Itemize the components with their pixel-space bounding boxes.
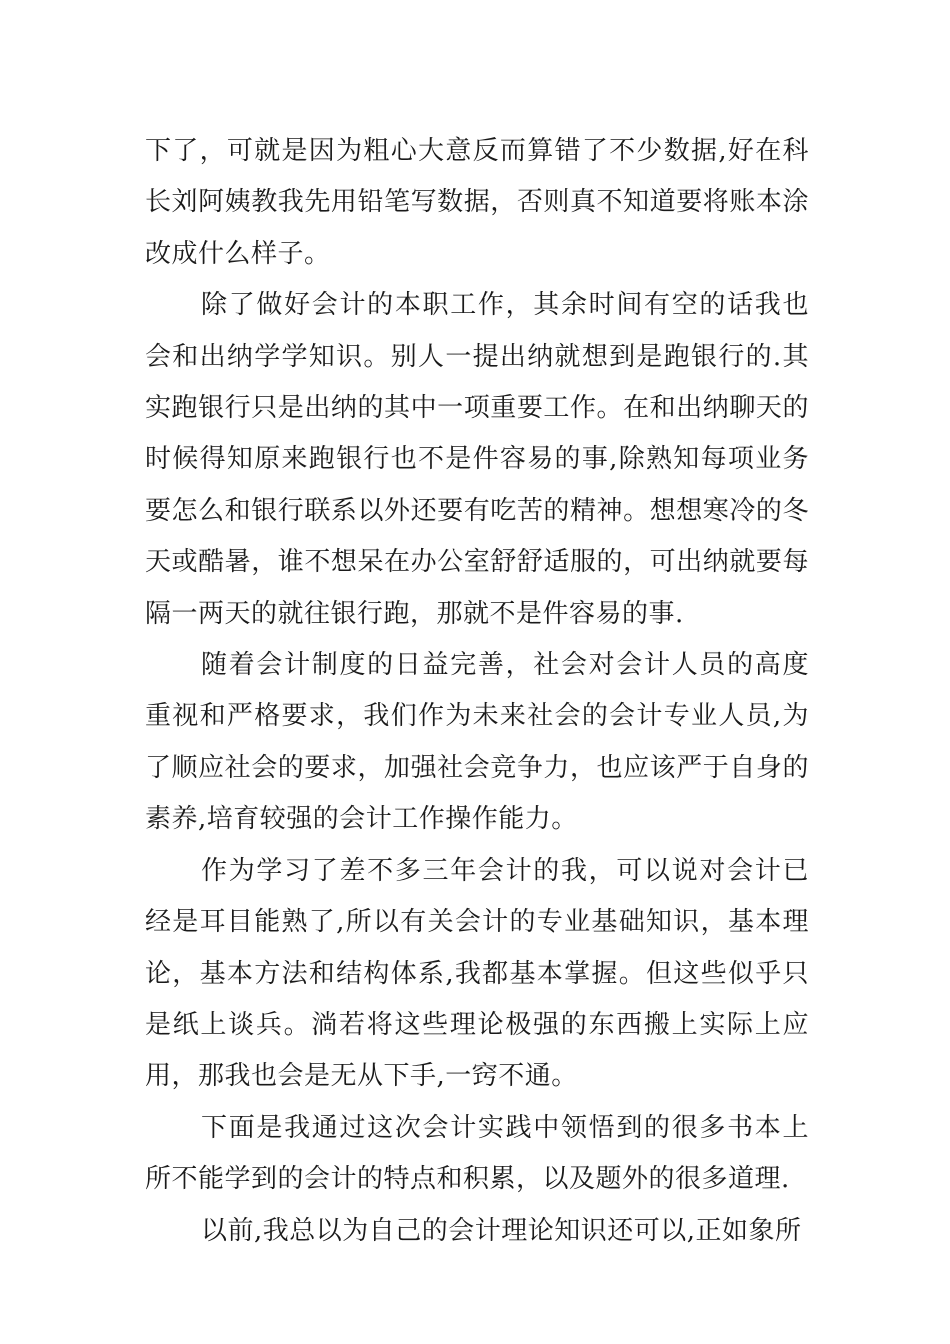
paragraph-previously: 以前,我总以为自己的会计理论知识还可以,正如象所 [201,1215,802,1246]
paragraph-continuation: 下了，可就是因为粗心大意反而算错了不少数据,好在科长刘阿姨教我先用铅笔写数据，否则真不知道要将账本涂改成什么样子。 [145,136,809,269]
paragraph-three-years-study: 作为学习了差不多三年会计的我，可以说对会计已经是耳目能熟了,所以有关会计的专业基础知识，基本理论，基本方法和结构体系,我都基本掌握。但这些似乎只是纸上谈兵。淌若将这些理论极强的东西搬上实际上应用，那我也会是无从下手,一窍不通。 [145,855,809,1092]
paragraph-accounting-system: 随着会计制度的日益完善，社会对会计人员的高度重视和严格要求，我们作为未来社会的会计专业人员,为了顺应社会的要求，加强社会竞争力，也应该严于自身的素养,培育较强的会计工作操作能力。 [145,650,809,835]
paragraph-cashier: 除了做好会计的本职工作，其余时间有空的话我也会和出纳学学知识。别人一提出纳就想到是跑银行的.其实跑银行只是出纳的其中一项重要工作。在和出纳聊天的时候得知原来跑银行也不是件容易的事,除熟知每项业务要怎么和银行联系以外还要有吃苦的精神。想想寒冷的冬天或酷暑，谁不想呆在办公室舒舒适服的，可出纳就要每隔一两天的就往银行跑，那就不是件容易的事. [145,290,809,629]
paragraph-practice-insights: 下面是我通过这次会计实践中领悟到的很多书本上所不能学到的会计的特点和积累，以及题外的很多道理. [145,1112,809,1195]
document-body [145,126,809,1257]
